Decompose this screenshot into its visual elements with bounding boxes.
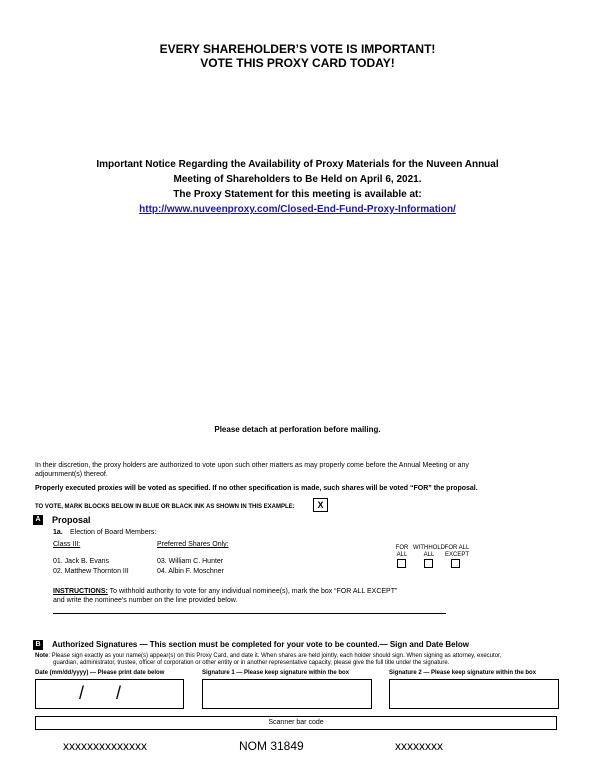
footer-right-code: xxxxxxxx: [395, 739, 443, 753]
instructions-text: To withhold authority to vote for any individual nominee(s), mark the box “FOR ALL EXCEPT”: [109, 588, 398, 595]
preferred-label: Preferred Shares Only:: [157, 541, 229, 548]
nominee-04: 04. Albin F. Moschner: [157, 568, 224, 575]
nominee-01: 01. Jack B. Evans: [53, 558, 110, 565]
for-all-except-label: [442, 545, 472, 559]
for-all-except-checkbox[interactable]: [451, 559, 460, 568]
signature-2-box[interactable]: [389, 679, 559, 709]
section-b-marker: B: [33, 640, 43, 650]
signature-note-2: guardian, administrator, trustee, officer of corporation or other entity or in another representative capacity, please give the full title under the signature.: [53, 660, 450, 666]
date-label: Date (mm/dd/yyyy) — Please print date below: [35, 670, 165, 676]
discretion-text-1: In their discretion, the proxy holders are authorized to vote upon such other matters as may properly come before the Annual Meeting or any: [35, 462, 469, 469]
header-line-2: VOTE THIS PROXY CARD TODAY!: [200, 56, 395, 70]
for-all-except-label-line1: FOR ALL: [444, 545, 470, 551]
notice-line-1: Important Notice Regarding the Availability of Proxy Materials for the Nuveen Annual: [96, 159, 499, 170]
withhold-all-label-line1: WITHHOLD: [413, 545, 445, 551]
instructions-line-1: [53, 587, 397, 596]
footer-nom-code: NOM 31849: [239, 739, 304, 753]
nominee-03: 03. William C. Hunter: [157, 558, 224, 565]
withhold-all-label: [412, 545, 446, 559]
date-input-box[interactable]: [35, 679, 184, 709]
signature-1-label: Signature 1 — Please keep signature within the box: [202, 670, 350, 676]
section-a-title: Proposal: [52, 515, 91, 525]
note-text-1: : Please sign exactly as your name(s) appear(s) on this Proxy Card, and date it. When shares are held jointly, each holder should sign. When signing as attorney, executor,: [48, 653, 502, 659]
item-number: 1a.: [53, 529, 63, 536]
withhold-all-checkbox[interactable]: [424, 559, 433, 568]
scanner-bar-code: Scanner bar code: [35, 716, 557, 730]
section-a-marker: A: [33, 515, 43, 525]
item-text: Election of Board Members:: [70, 529, 157, 536]
for-all-label-line1: FOR: [395, 545, 409, 551]
detach-instruction: Please detach at perforation before mailing.: [214, 425, 381, 434]
section-b-title: Authorized Signatures — This section must be completed for your vote to be counted.— Sign and Date Below: [52, 640, 469, 649]
nominee-exception-line[interactable]: [53, 613, 446, 614]
for-all-label-line2: ALL: [396, 552, 408, 558]
class-label: Class III:: [53, 541, 81, 548]
nominee-02: 02. Matthew Thornton III: [53, 568, 129, 575]
date-slash-2: /: [116, 683, 122, 703]
instructions-line-2: and write the nominee’s number on the line provided below.: [53, 597, 238, 604]
for-all-except-label-line2: EXCEPT: [444, 552, 469, 558]
for-all-checkbox[interactable]: [397, 559, 406, 568]
date-slash-1: /: [79, 683, 85, 703]
notice-line-2: Meeting of Shareholders to Be Held on April 6, 2021.: [173, 174, 422, 185]
notice-link-row: [0, 202, 595, 218]
for-all-label: [390, 545, 414, 559]
mark-instruction: TO VOTE, MARK BLOCKS BELOW IN BLUE OR BLACK INK AS SHOWN IN THIS EXAMPLE:: [35, 504, 295, 510]
note-label: Note: [35, 653, 49, 659]
signature-note-1: [35, 653, 575, 660]
properly-executed-text: Properly executed proxies will be voted as specified. If no other specification is made, such shares will be voted “FOR” the proposal.: [35, 485, 478, 492]
withhold-all-label-line2: ALL: [423, 552, 435, 558]
discretion-text-2: adjournment(s) thereof.: [35, 471, 108, 478]
signature-2-label: Signature 2 — Please keep signature within the box: [389, 670, 537, 676]
instructions-label: INSTRUCTIONS:: [53, 588, 108, 595]
signature-1-box[interactable]: [202, 679, 372, 709]
example-mark-box: X: [313, 498, 328, 512]
footer-left-code: xxxxxxxxxxxxxx: [63, 739, 147, 753]
proxy-materials-link[interactable]: http://www.nuveenproxy.com/Closed-End-Fund-Proxy-Information/: [139, 204, 456, 215]
header-line-1: EVERY SHAREHOLDER’S VOTE IS IMPORTANT!: [159, 42, 436, 56]
notice-line-3: The Proxy Statement for this meeting is available at:: [173, 189, 422, 200]
